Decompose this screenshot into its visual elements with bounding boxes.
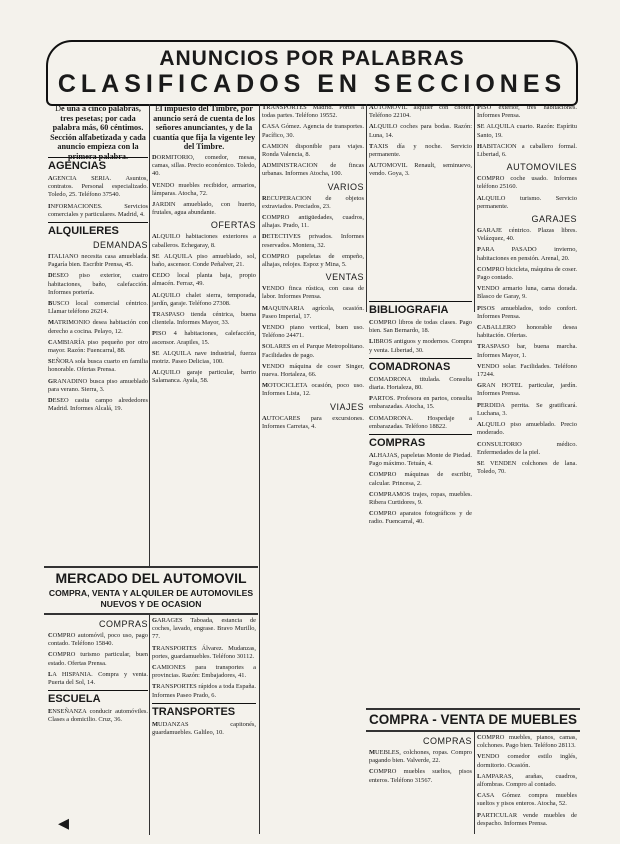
- column-rule: [366, 104, 367, 312]
- ad-item: TRANSPORTES rápidos a toda España. Informes Paseo Prado, 6.: [152, 683, 256, 699]
- ad-item: DETECTIVES privados. Informes reservados. Montera, 32.: [262, 233, 364, 249]
- ad-item: COMPRO muebles, pianos, camas, colchones. Pago bien. Teléfono 28113.: [477, 734, 577, 750]
- section-rule: [366, 708, 580, 710]
- ad-item: GARAGES Taboada, estancia de coches, lavado, engrase. Bravo Murillo, 77.: [152, 617, 256, 641]
- ad-item: INFORMACIONES. Servicios comerciales y particulares. Madrid, 4.: [48, 202, 148, 218]
- ad-item: DESEO piso exterior, cuatro habitaciones, baño, calefacción. Informes portería.: [48, 272, 148, 296]
- ad-item: SE ALQUILA cuarto. Razón: Espíritu Santo, 19.: [477, 123, 577, 139]
- ad-item: COMPRO máquinas de escribir, calcular. Princesa, 2.: [369, 471, 472, 487]
- ad-item: MUEBLES, colchones, ropas. Compro pagando bien. Valverde, 22.: [369, 749, 472, 765]
- section-heading-compras: COMPRAS: [369, 434, 472, 450]
- ad-item: ITALIANO necesita casa amueblada. Pagaría bien. Escribir Prensa, 45.: [48, 253, 148, 269]
- ad-item: COMPRO turismo particular, buen estado. Ofertas Prensa.: [48, 651, 148, 667]
- ad-item: CAMION disponible para viajes. Ronda Valencia, 8.: [262, 142, 364, 159]
- ad-item: RECUPERACION de objetos extraviados. Preciados, 23.: [262, 194, 364, 210]
- ad-item: GRANADINO busca piso amueblado para verano. Sierra, 3.: [48, 377, 148, 393]
- ad-item: ALQUILO chalet sierra, temporada, jardín, garaje. Teléfono 27308.: [152, 291, 256, 307]
- ad-item: SE VENDEN colchones de lana. Toledo, 70.: [477, 459, 577, 476]
- ad-item: PERDIDA perrita. Se gratificará. Luchana, 3.: [477, 401, 577, 417]
- ad-item: DORMITORIO, comedor, mesas, camas, sillas. Precio económico. Toledo, 40.: [152, 154, 256, 178]
- section-rule: [44, 566, 258, 568]
- section-heading-bibliografia: BIBLIOGRAFIA: [369, 301, 472, 317]
- ad-item: MOTOCICLETA ocasión, poco uso. Informes Lista, 12.: [262, 382, 364, 398]
- ad-item: MATRIMONIO desea habitación con derecho a cocina. Pelayo, 12.: [48, 319, 148, 335]
- ad-item: PARTICULAR vende muebles de despacho. Informes Prensa.: [477, 811, 577, 827]
- ad-item: AUTOMOVIL Renault, seminuevo, vendo. Goya, 3.: [369, 162, 472, 178]
- banner-title-line2: CLASIFICADOS EN SECCIONES: [57, 70, 567, 98]
- ad-item: ENSEÑANZA conducir automóviles. Clases a domicilio. Cruz, 36.: [48, 708, 148, 724]
- ad-item: HABITACION a caballero formal. Libertad, 6.: [477, 142, 577, 159]
- ad-item: COMPRO automóvil, poco uso, pago contado. Teléfono 15840.: [48, 632, 148, 648]
- ad-item: SEÑORA sola busca cuarto en familia honorable. Ofertas Prensa.: [48, 358, 148, 374]
- ad-item: CEDO local planta baja, propio almacén. Ferraz, 49.: [152, 272, 256, 288]
- ad-item: CONSULTORIO médico. Enfermedades de la piel.: [477, 440, 577, 456]
- column-4: [369, 104, 472, 316]
- column-rule: [149, 104, 150, 566]
- section-rule: [366, 730, 580, 732]
- ad-item: CASA Gómez. Agencia de transportes. Pacífico, 30.: [262, 123, 364, 139]
- subheading-automoviles: AUTOMOVILES: [506, 162, 577, 173]
- ad-item: AUTOCARES para excursiones. Informes Carretas, 4.: [262, 414, 364, 430]
- ad-item: PARA PASADO invierno, habitaciones en pensión. Arenal, 20.: [477, 246, 577, 262]
- ad-item: CABALLERO honorable desea habitación. Ofertas.: [477, 324, 577, 340]
- ad-item: LIBROS antiguos y modernos. Compra y venta. Libertad, 30.: [369, 338, 472, 354]
- ad-item: TRASPASO tienda céntrica, buena clientela. Informes Mayor, 33.: [152, 311, 256, 327]
- ad-item: LAMPARAS, arañas, cuadros, alfombras. Compro al contado.: [477, 772, 577, 789]
- ad-item: ALQUILO piso amueblado. Precio moderado.: [477, 421, 577, 437]
- ad-item: COMPRO muebles sueltos, pisos enteros. Teléfono 31567.: [369, 768, 472, 784]
- ad-item: DESEO casita campo alrededores Madrid. Informes Alcalá, 19.: [48, 397, 148, 413]
- ad-item: BUSCO local comercial céntrico. Llamar teléfono 26214.: [48, 300, 148, 316]
- section-rule: [44, 613, 258, 615]
- ad-item: ALHAJAS, papeletas Monte de Piedad. Pago máximo. Tetuán, 4.: [369, 452, 472, 468]
- ad-item: AUTOMOVIL alquiler con chófer. Teléfono 22104.: [369, 104, 472, 120]
- ad-item: CASA Gómez compra muebles sueltos y pisos enteros. Atocha, 52.: [477, 792, 577, 808]
- ad-item: VENDO piano vertical, buen uso. Teléfono 24471.: [262, 324, 364, 340]
- column-1: [48, 154, 148, 564]
- ad-item: PISOS amueblados, todo confort. Informes Prensa.: [477, 304, 577, 320]
- ad-item: VENDO muebles recibidor, armarios, lámparas. Atocha, 72.: [152, 181, 256, 197]
- section-heading-alquileres: ALQUILERES: [48, 222, 148, 238]
- subheading-ventas: VENTAS: [325, 272, 364, 283]
- ad-item: ADMINISTRACION de fincas urbanas. Informes Atocha, 100.: [262, 162, 364, 178]
- ad-item: VENDO finca rústica, con casa de labor. Informes Prensa.: [262, 285, 364, 301]
- ad-item: SE ALQUILA piso amueblado, sol, baño, ascensor. Conde Peñalver, 21.: [152, 252, 256, 269]
- ad-item: PARTOS. Profesora en partos, consulta embarazadas. Atocha, 15.: [369, 395, 472, 411]
- subheading-ofertas: OFERTAS: [210, 220, 256, 231]
- subheading-garajes: GARAJES: [531, 214, 577, 225]
- ad-item: PISO 4 habitaciones, calefacción, ascensor. Arapiles, 15.: [152, 330, 256, 346]
- ad-item: TRANSPORTES Álvarez. Mudanzas, portes, guardamuebles. Teléfono 30112.: [152, 644, 256, 660]
- ad-item: CAMBIARÍA piso pequeño por otro mayor. Razón: Fuencarral, 88.: [48, 338, 148, 355]
- column-4-middle: [369, 298, 472, 708]
- ad-item: CAMIONES para transportes a provincias. Razón: Embajadores, 41.: [152, 664, 256, 680]
- column-1-bottom: [48, 617, 148, 837]
- column-rule: [474, 104, 475, 312]
- column-rule: [474, 732, 475, 834]
- muebles-column-left: [369, 734, 472, 836]
- subheading-compras-muebles: COMPRAS: [422, 736, 472, 746]
- ad-item: COMPRO antigüedades, cuadros, alhajas. Prado, 11.: [262, 214, 364, 230]
- ad-item: COMPRO papeletas de empeño, alhajas, relojes. Espoz y Mina, 5.: [262, 252, 364, 269]
- banner-title-line1: ANUNCIOS POR PALABRAS: [159, 47, 465, 70]
- intro-rates: [48, 104, 148, 161]
- ad-item: JARDIN amueblado, con huerto, frutales, agua abundante.: [152, 201, 256, 217]
- ad-item: MUDANZAS capitonés, guardamuebles. Galileo, 10.: [152, 720, 256, 737]
- subheading-compras: COMPRAS: [98, 619, 148, 629]
- ad-item: ALQUILO coches para bodas. Razón: Luna, 14.: [369, 123, 472, 139]
- ad-item: SE ALQUILA nave industrial, fuerza motriz. Paseo Delicias, 100.: [152, 349, 256, 366]
- section-heading-transportes: TRANSPORTES: [152, 703, 256, 719]
- ad-item: MAQUINARIA agrícola, ocasión. Paseo Imperial, 17.: [262, 304, 364, 320]
- mercado-automovil-subheading: COMPRA, VENTA Y ALQUILER DE AUTOMOVILES NUEVOS Y DE OCASION: [48, 588, 254, 609]
- ad-item: ALQUILO turismo. Servicio permanente.: [477, 194, 577, 210]
- column-rule: [149, 615, 150, 835]
- ad-item: COMADRONA titulada. Consulta diaria. Hortaleza, 80.: [369, 375, 472, 392]
- classified-banner: [46, 40, 578, 106]
- ad-item: COMPRO libros de todas clases. Pago bien. San Bernardo, 18.: [369, 319, 472, 335]
- section-heading-agencias: AGENCIAS: [48, 157, 148, 173]
- column-2-bottom: [152, 617, 256, 837]
- ad-item: GRAN HOTEL particular, jardín. Informes Prensa.: [477, 382, 577, 398]
- ad-item: COMPRO coche usado. Informes teléfono 25160.: [477, 175, 577, 191]
- ad-item: LA HISPANIA. Compra y venta. Puerta del Sol, 14.: [48, 670, 148, 687]
- mercado-automovil-heading: MERCADO DEL AUTOMOVIL: [55, 570, 247, 586]
- ad-item: GARAJE céntrico. Plazas libres. Velázquez, 40.: [477, 227, 577, 243]
- intro-tax: [152, 104, 256, 152]
- ad-item: PISO exterior, tres habitaciones. Informes Prensa.: [477, 104, 577, 120]
- ad-item: COMADRONA. Hospedaje a embarazadas. Teléfono 18822.: [369, 414, 472, 430]
- ad-item: VENDO armario luna, cama dorada. Blasco de Garay, 9.: [477, 285, 577, 301]
- ad-item: VENDO solar. Facilidades. Teléfono 17244.: [477, 362, 577, 379]
- section-heading-escuela: ESCUELA: [48, 690, 148, 706]
- subheading-demandas: DEMANDAS: [92, 240, 148, 251]
- ad-item: COMPRO bicicleta, máquina de coser. Pago contado.: [477, 265, 577, 282]
- ad-item: TAXIS día y noche. Servicio permanente.: [369, 142, 472, 159]
- ad-item: TRASPASO bar, buena marcha. Informes Mayor, 1.: [477, 343, 577, 359]
- muebles-column-right: [477, 734, 577, 836]
- ad-item: TRANSPORTES Madrid. Portes a todas partes. Teléfono 19552.: [262, 104, 364, 120]
- ad-item: ALQUILO habitaciones exteriores a caballeros. Echegaray, 8.: [152, 233, 256, 249]
- subheading-viajes: VIAJES: [329, 401, 364, 412]
- intro-rates-text: De una a cinco palabras, tres pesetas; por cada palabra más, 60 céntimos. Sección alfabetizada y cada anuncio empieza con la primera palabra.: [50, 104, 146, 161]
- muebles-heading: COMPRA - VENTA DE MUEBLES: [368, 712, 577, 727]
- ad-item: ALQUILO garaje particular, barrio Salamanca. Ayala, 58.: [152, 369, 256, 385]
- printer-mark-icon: ◂: [58, 810, 70, 835]
- ad-item: COMPRO aparatos fotográficos y de radio. Fuencarral, 40.: [369, 510, 472, 526]
- section-heading-comadronas: COMADRONAS: [369, 358, 472, 374]
- column-5: [477, 104, 577, 708]
- ad-item: VENDO máquina de coser Singer, nueva. Hortaleza, 66.: [262, 362, 364, 379]
- column-rule: [259, 104, 260, 834]
- column-3: [262, 104, 364, 836]
- column-2: [152, 154, 256, 564]
- ad-item: COMPRAMOS trajes, ropas, muebles. Ribera Curtidores, 9.: [369, 490, 472, 507]
- ad-item: SOLARES en el Parque Metropolitano. Facilidades de pago.: [262, 343, 364, 359]
- ad-item: AGENCIA SERIA. Asuntos, contratos. Personal especializado. Toledo, 25. Teléfono 37540.: [48, 175, 148, 199]
- intro-tax-text: El impuesto del Timbre, por anuncio será de cuenta de los señores anunciantes, y de la cuantía que fija la vigente ley del Timbre.: [152, 104, 256, 152]
- subheading-varios: VARIOS: [327, 181, 364, 192]
- ad-item: VENDO comedor estilo inglés, dormitorio. Ocasión.: [477, 753, 577, 769]
